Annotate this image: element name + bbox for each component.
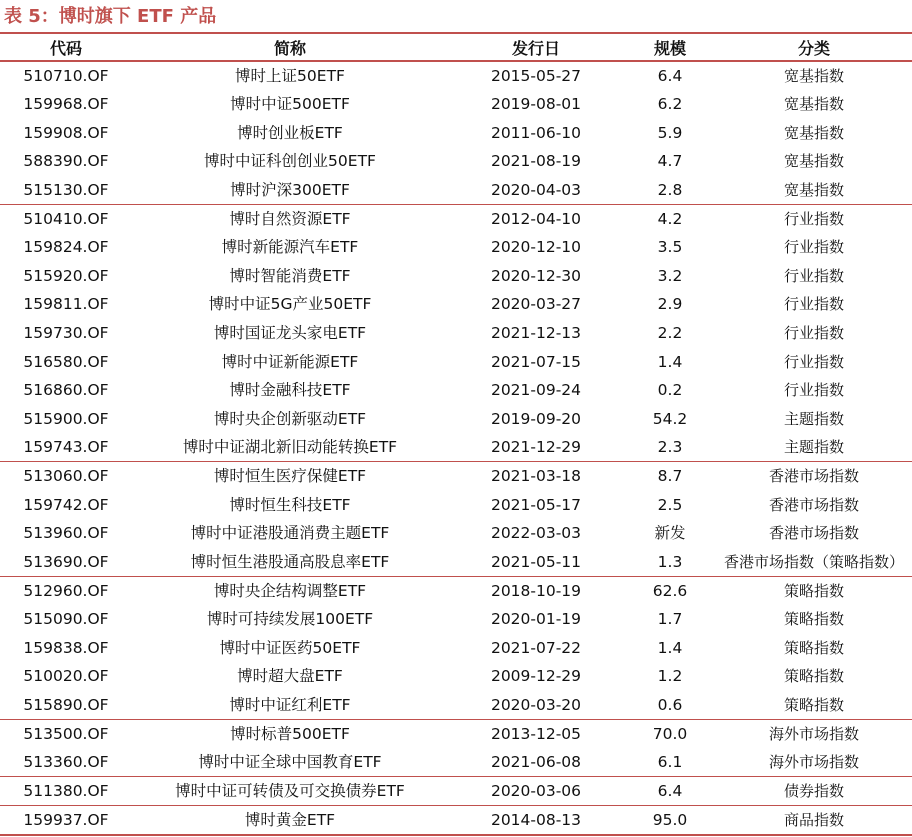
cell-issue-date: 2018-10-19 [448, 576, 624, 605]
cell-code: 513500.OF [0, 719, 132, 748]
cell-scale: 1.3 [657, 552, 683, 571]
header-row [0, 33, 912, 61]
cell-code: 513960.OF [23, 524, 109, 543]
cell-scale: 3.5 [657, 238, 683, 257]
cell-category: 行业指数 [783, 238, 844, 257]
cell-code: 510710.OF [23, 67, 109, 85]
cell-name: 博时中证科创创业50ETF [204, 152, 376, 171]
table-row [0, 262, 912, 291]
cell-name: 博时中证红利ETF [229, 695, 351, 714]
table-row [0, 548, 912, 577]
cell-issue-date: 2020-12-10 [490, 238, 582, 257]
cell-name: 博时自然资源ETF [132, 204, 448, 233]
cell-scale: 2.2 [657, 324, 683, 343]
cell-scale: 1.4 [657, 352, 683, 371]
cell-issue-date: 2012-04-10 [448, 204, 624, 233]
table-row [0, 376, 912, 405]
cell-scale: 0.2 [657, 381, 683, 400]
cell-name: 博时沪深300ETF [230, 180, 350, 199]
cell-issue-date: 2020-03-20 [490, 695, 582, 714]
cell-category: 海外市场指数 [768, 752, 859, 771]
cell-name: 博时央企创新驱动ETF [213, 409, 367, 428]
cell-category: 策略指数 [783, 695, 844, 714]
table-row [0, 233, 912, 262]
cell-name: 博时恒生科技ETF [229, 495, 351, 514]
cell-name: 博时新能源汽车ETF [221, 238, 359, 257]
cell-issue-date: 2022-03-03 [490, 524, 582, 543]
cell-scale: 1.7 [657, 609, 683, 628]
cell-issue-date: 2021-12-13 [490, 324, 582, 343]
cell-category: 宽基指数 [783, 180, 844, 199]
cell-scale: 6.4 [657, 67, 683, 85]
cell-issue-date: 2020-01-19 [490, 609, 582, 628]
cell-issue-date: 2021-12-29 [490, 438, 582, 457]
cell-name: 博时中证全球中国教育ETF [198, 752, 382, 771]
cell-name: 博时标普500ETF [132, 719, 448, 748]
cell-scale: 5.9 [657, 123, 683, 142]
cell-scale: 8.7 [624, 462, 716, 491]
cell-category: 行业指数 [716, 204, 912, 233]
cell-name: 博时恒生医疗保健ETF [132, 462, 448, 491]
cell-category: 行业指数 [783, 295, 844, 314]
cell-category: 宽基指数 [783, 95, 844, 114]
etf-product-table [0, 32, 912, 836]
cell-category: 香港市场指数（策略指数） [723, 552, 904, 571]
table-row [0, 462, 912, 491]
table-row [0, 119, 912, 148]
cell-code: 510020.OF [23, 667, 109, 686]
cell-code: 159811.OF [23, 295, 109, 314]
cell-code: 515090.OF [23, 609, 109, 628]
table-row [0, 347, 912, 376]
cell-name: 博时中证港股通消费主题ETF [190, 524, 390, 543]
cell-issue-date: 2011-06-10 [490, 123, 582, 142]
cell-code: 159908.OF [23, 123, 109, 142]
table-row [0, 719, 912, 748]
cell-issue-date: 2021-06-08 [490, 752, 582, 771]
table-row [0, 90, 912, 119]
cell-category: 香港市场指数 [768, 495, 859, 514]
cell-scale: 6.4 [624, 776, 716, 805]
cell-issue-date: 2020-04-03 [490, 180, 582, 199]
cell-scale: 70.0 [624, 719, 716, 748]
cell-scale: 95.0 [624, 805, 716, 835]
cell-issue-date: 2021-09-24 [490, 381, 582, 400]
cell-code: 159743.OF [23, 438, 109, 457]
cell-category: 宽基指数 [783, 67, 844, 85]
cell-code: 512960.OF [0, 576, 132, 605]
cell-name: 博时中证新能源ETF [221, 352, 359, 371]
cell-scale: 3.2 [657, 266, 683, 285]
cell-issue-date: 2020-12-30 [490, 266, 582, 285]
header-category: 分类 [716, 33, 912, 61]
cell-issue-date: 2020-03-27 [490, 295, 582, 314]
cell-category: 主题指数 [783, 409, 844, 428]
cell-issue-date: 2021-07-22 [490, 638, 582, 657]
cell-code: 515890.OF [23, 695, 109, 714]
cell-category: 策略指数 [783, 609, 844, 628]
cell-scale: 6.2 [657, 95, 683, 114]
table-row [0, 204, 912, 233]
cell-name: 博时国证龙头家电ETF [213, 324, 367, 343]
table-row [0, 290, 912, 319]
cell-code: 516580.OF [23, 352, 109, 371]
cell-scale: 新发 [654, 524, 686, 543]
cell-scale: 2.9 [657, 295, 683, 314]
cell-category: 商品指数 [716, 805, 912, 835]
cell-issue-date: 2021-05-17 [490, 495, 582, 514]
cell-issue-date: 2015-05-27 [490, 67, 582, 85]
cell-issue-date: 2014-08-13 [448, 805, 624, 835]
table-body [0, 61, 912, 835]
cell-issue-date: 2021-08-19 [490, 152, 582, 171]
table-row [0, 748, 912, 777]
cell-scale: 2.5 [657, 495, 683, 514]
cell-code: 515900.OF [23, 409, 109, 428]
table-row [0, 576, 912, 605]
cell-issue-date: 2021-05-11 [490, 552, 582, 571]
table-row [0, 405, 912, 434]
cell-category: 策略指数 [716, 576, 912, 605]
cell-category: 行业指数 [783, 324, 844, 343]
cell-code: 159838.OF [23, 638, 109, 657]
cell-category: 香港市场指数 [768, 524, 859, 543]
cell-code: 159937.OF [0, 805, 132, 835]
cell-name: 博时上证50ETF [235, 67, 345, 85]
header-issue-date: 发行日 [448, 33, 624, 61]
cell-issue-date: 2019-08-01 [490, 95, 582, 114]
cell-category: 宽基指数 [783, 123, 844, 142]
cell-name: 博时创业板ETF [237, 123, 343, 142]
cell-scale: 2.8 [657, 180, 683, 199]
table-row [0, 633, 912, 662]
cell-category: 海外市场指数 [716, 719, 912, 748]
cell-name: 博时中证湖北新旧动能转换ETF [182, 438, 398, 457]
table-row [0, 490, 912, 519]
cell-scale: 1.2 [657, 667, 683, 686]
table-row [0, 147, 912, 176]
table-row [0, 176, 912, 205]
cell-category: 策略指数 [783, 667, 844, 686]
cell-code: 511380.OF [0, 776, 132, 805]
table-row [0, 805, 912, 835]
cell-code: 516860.OF [23, 381, 109, 400]
cell-scale: 1.4 [657, 638, 683, 657]
cell-category: 宽基指数 [783, 152, 844, 171]
cell-code: 159824.OF [23, 238, 109, 257]
cell-code: 159730.OF [23, 324, 109, 343]
cell-name: 博时中证5G产业50ETF [208, 295, 372, 314]
table-title: 表 5：博时旗下 ETF 产品 [4, 6, 217, 27]
cell-issue-date: 2021-03-18 [448, 462, 624, 491]
cell-code: 513060.OF [0, 462, 132, 491]
cell-issue-date: 2009-12-29 [490, 667, 582, 686]
cell-category: 行业指数 [783, 381, 844, 400]
cell-category: 行业指数 [783, 352, 844, 371]
table-row [0, 61, 912, 90]
table-row [0, 605, 912, 634]
cell-category: 债券指数 [716, 776, 912, 805]
cell-name: 博时恒生港股通高股息率ETF [190, 552, 390, 571]
header-name: 简称 [132, 33, 448, 61]
table-row [0, 319, 912, 348]
cell-issue-date: 2013-12-05 [448, 719, 624, 748]
cell-code: 515130.OF [23, 180, 109, 199]
cell-scale: 4.2 [624, 204, 716, 233]
cell-code: 515920.OF [23, 266, 109, 285]
cell-name: 博时央企结构调整ETF [132, 576, 448, 605]
cell-scale: 6.1 [657, 752, 683, 771]
cell-code: 510410.OF [0, 204, 132, 233]
cell-category: 策略指数 [783, 638, 844, 657]
table-row [0, 519, 912, 548]
cell-name: 博时中证医药50ETF [219, 638, 361, 657]
cell-scale: 62.6 [624, 576, 716, 605]
header-scale: 规模 [624, 33, 716, 61]
cell-code: 588390.OF [23, 152, 109, 171]
cell-code: 159742.OF [23, 495, 109, 514]
table-row [0, 690, 912, 719]
cell-name: 博时中证可转债及可交换债券ETF [132, 776, 448, 805]
cell-category: 行业指数 [783, 266, 844, 285]
cell-name: 博时超大盘ETF [237, 667, 343, 686]
table-row [0, 776, 912, 805]
cell-category: 香港市场指数 [716, 462, 912, 491]
table-row [0, 433, 912, 462]
cell-category: 主题指数 [783, 438, 844, 457]
cell-code: 513360.OF [23, 752, 109, 771]
cell-code: 513690.OF [23, 552, 109, 571]
cell-scale: 0.6 [657, 695, 683, 714]
cell-name: 博时中证500ETF [230, 95, 350, 114]
cell-scale: 4.7 [657, 152, 683, 171]
cell-name: 博时金融科技ETF [229, 381, 351, 400]
cell-issue-date: 2019-09-20 [490, 409, 582, 428]
cell-issue-date: 2020-03-06 [448, 776, 624, 805]
cell-name: 博时可持续发展100ETF [206, 609, 374, 628]
cell-name: 博时智能消费ETF [229, 266, 351, 285]
cell-code: 159968.OF [23, 95, 109, 114]
cell-scale: 54.2 [652, 409, 688, 428]
cell-name: 博时黄金ETF [132, 805, 448, 835]
header-code: 代码 [0, 33, 132, 61]
cell-issue-date: 2021-07-15 [490, 352, 582, 371]
table-row [0, 662, 912, 691]
cell-scale: 2.3 [657, 438, 683, 457]
